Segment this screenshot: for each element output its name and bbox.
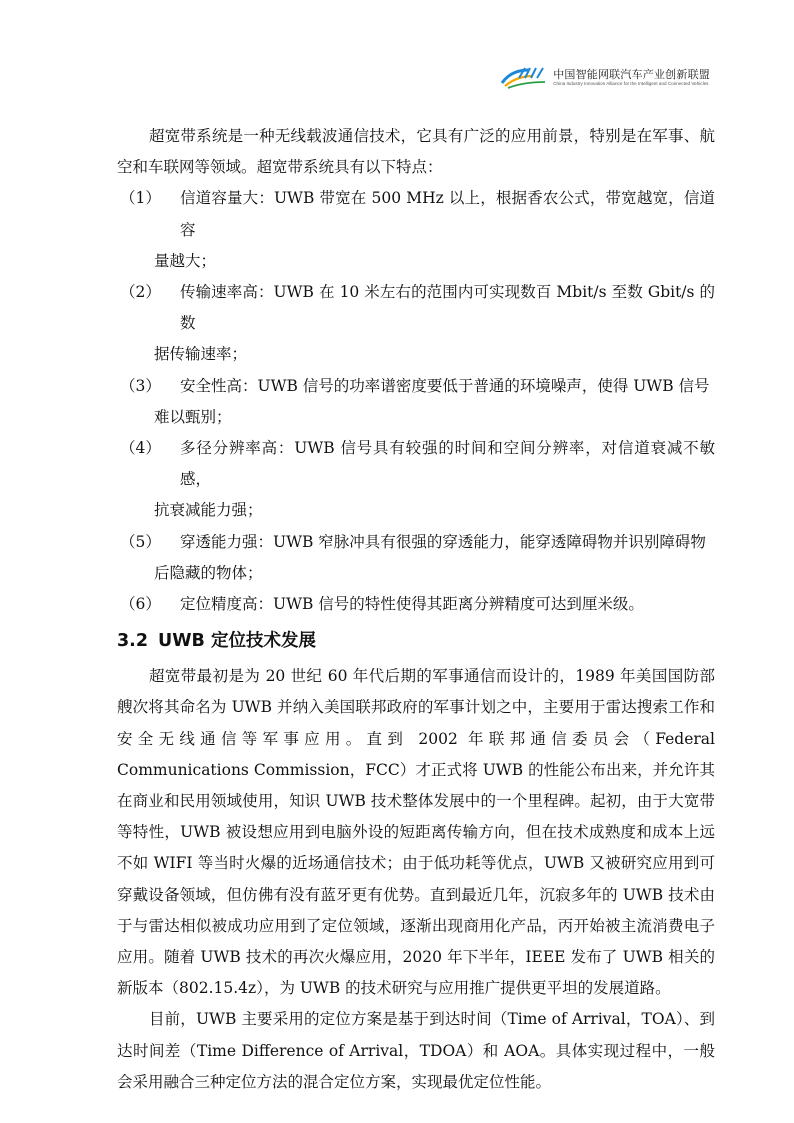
item-number: （5） bbox=[120, 532, 161, 551]
list-item bbox=[117, 183, 715, 277]
section-heading bbox=[117, 623, 715, 659]
list-item bbox=[117, 589, 715, 620]
list-item bbox=[117, 371, 715, 433]
item-text-continued: 据传输速率； bbox=[154, 345, 248, 364]
logo-text bbox=[553, 68, 710, 87]
item-number: （1） bbox=[120, 189, 161, 208]
feature-list bbox=[117, 183, 715, 620]
caicv-logo-icon bbox=[499, 64, 547, 90]
item-text-continued: 量越大； bbox=[154, 251, 217, 270]
document-body bbox=[117, 121, 715, 1098]
item-text-continued: 抗衰减能力强； bbox=[154, 501, 263, 520]
item-text: 安全性高：UWB 信号的功率谱密度要低于普通的环境噪声，使得 UWB 信号 bbox=[180, 376, 710, 395]
list-item bbox=[117, 433, 715, 527]
logo-en-text: China Industry Innovation Alliance for the Intelligent and Connected Vehicles bbox=[553, 80, 709, 86]
item-text-continued: 难以甄别； bbox=[154, 407, 232, 426]
item-number: （3） bbox=[120, 376, 161, 395]
page-header bbox=[499, 64, 710, 90]
item-text-continued: 后隐藏的物体； bbox=[154, 563, 263, 582]
list-item bbox=[117, 527, 715, 589]
item-text: 定位精度高：UWB 信号的特性使得其距离分辨精度可达到厘米级。 bbox=[180, 595, 644, 614]
intro-paragraph: 超宽带系统是一种无线载波通信技术，它具有广泛的应用前景，特别是在军事、航空和车联网等领域。超宽带系统具有以下特点： bbox=[117, 127, 715, 177]
item-text: 穿透能力强：UWB 窄脉冲具有很强的穿透能力，能穿透障碍物并识别障碍物 bbox=[180, 532, 706, 551]
item-number: （2） bbox=[120, 283, 161, 302]
list-item bbox=[117, 277, 715, 371]
item-number: （6） bbox=[120, 595, 161, 614]
item-number: （4） bbox=[120, 439, 161, 458]
item-text: 传输速率高：UWB 在 10 米左右的范围内可实现数百 Mbit/s 至数 Gbit/s 的数 bbox=[180, 283, 715, 333]
section-number: 3.2 bbox=[117, 631, 149, 652]
item-text: 多径分辨率高：UWB 信号具有较强的时间和空间分辨率，对信道衰减不敏感， bbox=[180, 439, 715, 489]
item-text: 信道容量大：UWB 带宽在 500 MHz 以上，根据香农公式，带宽越宽，信道容 bbox=[180, 189, 715, 239]
positioning-paragraph: 目前，UWB 主要采用的定位方案是基于到达时间（Time of Arrival，TOA）、到达时间差（Time Difference of Arrival，TDOA）和 AOA。具体实现过程中，一般会采用融合三种定位方法的混合定位方案，实现最优定位性能。 bbox=[117, 1010, 715, 1091]
history-paragraph: 超宽带最初是为 20 世纪 60 年代后期的军事通信而设计的，1989 年美国国防部艘次将其命名为 UWB 并纳入美国联邦政府的军事计划之中，主要用于雷达搜索工作和安全无线通信等军事应用。直到 2002 年联邦通信委员会（Federal Communications Commission，FCC）才正式将 UWB 的性能公布出来，并允许其在商业和民用领域使用，知识 UWB 技术整体发展中的一个里程碑。起初，由于大宽带等特性，UWB 被设想应用到电脑外设的短距离传输方向，但在技术成熟度和成本上远不如 WIFI 等当时火爆的近场通信技术；由于低功耗等优点，UWB 又被研究应用到可穿戴设备领域，但仿佛有没有蓝牙更有优势。直到最近几年，沉寂多年的 UWB 技术由于与雷达相似被成功应用到了定位领域，逐渐出现商用化产品，丙开始被主流消费电子应用。随着 UWB 技术的再次火爆应用，2020 年下半年，IEEE 发布了 UWB 相关的新版本（802.15.4z），为 UWB 的技术研究与应用推广提供更平坦的发展道路。 bbox=[117, 667, 715, 998]
section-title: UWB 定位技术发展 bbox=[158, 631, 316, 652]
logo-cn-text: 中国智能网联汽车产业创新联盟 bbox=[553, 67, 710, 81]
